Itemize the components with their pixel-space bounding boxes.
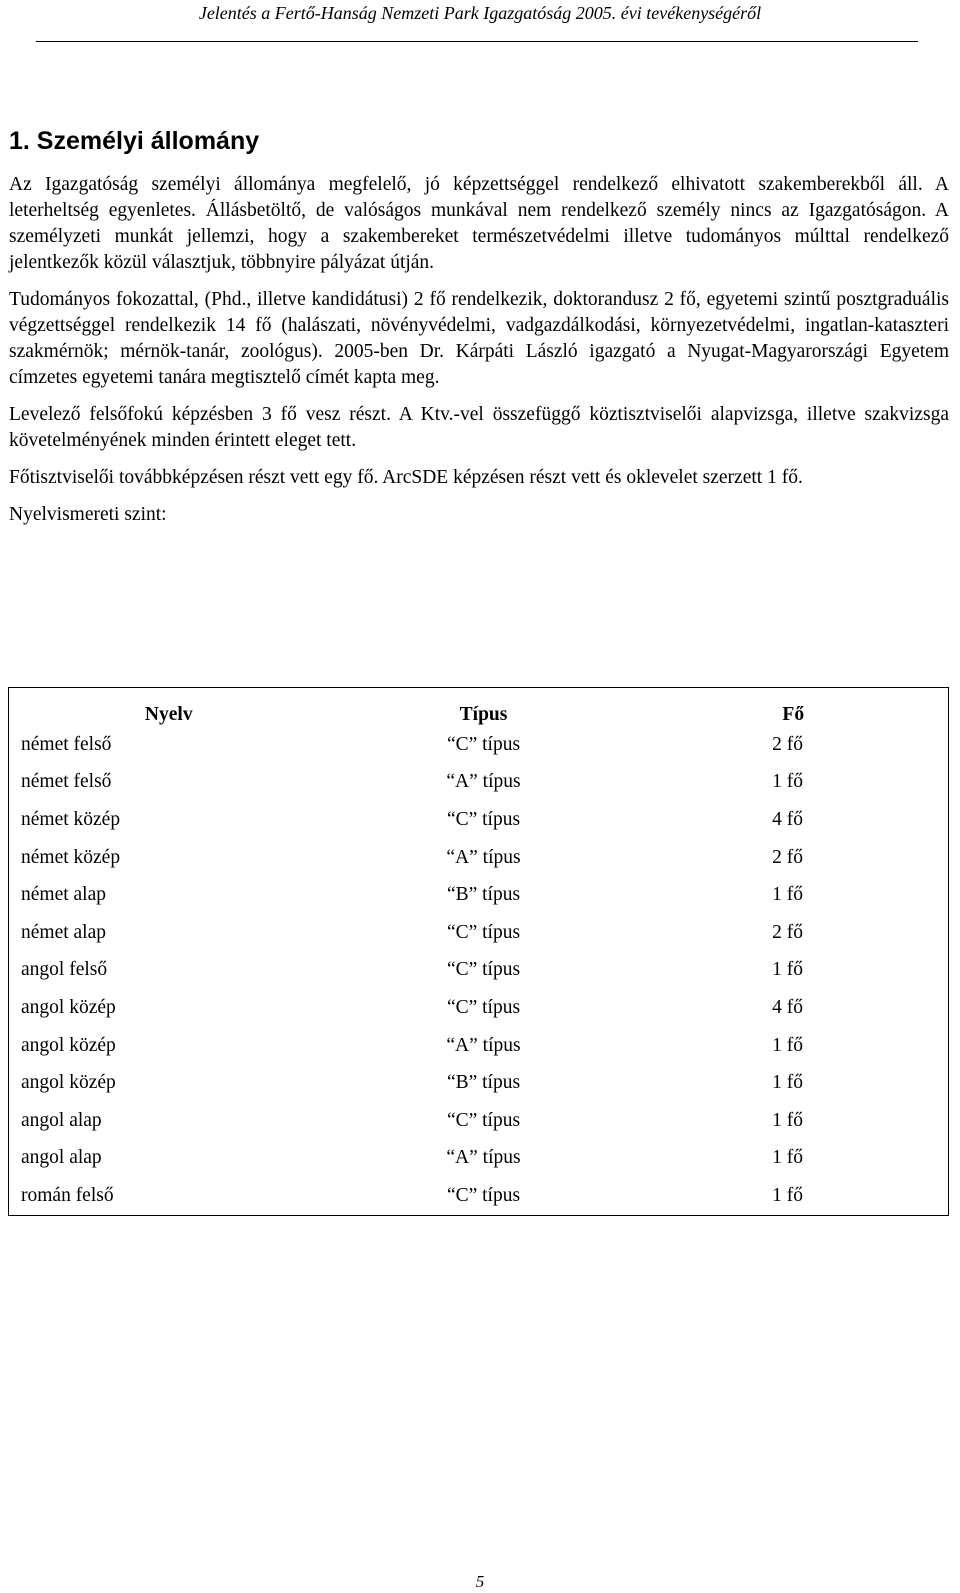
cell-type: “B” típus	[446, 1072, 521, 1094]
cell-language: angol felső	[21, 959, 108, 981]
cell-count: 4 fő	[772, 808, 803, 830]
table-row	[9, 1102, 949, 1140]
table-row	[9, 839, 949, 877]
cell-count: 1 fő	[772, 1184, 803, 1206]
section-title: 1. Személyi állomány	[9, 127, 260, 155]
cell-type: “A” típus	[446, 771, 521, 793]
cell-type: “C” típus	[446, 808, 521, 830]
column-header-type: Típus	[459, 704, 508, 725]
cell-type: “A” típus	[446, 1147, 521, 1169]
cell-language: angol közép	[21, 1034, 116, 1056]
cell-count: 1 fő	[772, 1034, 803, 1056]
page-number: 5	[475, 1572, 485, 1591]
header-divider	[36, 41, 918, 42]
cell-language: angol közép	[21, 996, 116, 1018]
paragraph-staff: Az Igazgatóság személyi állománya megfelelő, jó képzettséggel rendelkező elhivatott szakemberekből áll. A leterheltség egyenletes. Állásbetöltő, de valóságos munkával nem rendelkező személy nincs az Igazgatóságon. A személyzeti munkát jellemzi, hogy a szakembereket természetvédelmi illetve tudományos múlttal rendelkező jelentkezők közül választjuk, többnyire pályázat útján.	[9, 174, 949, 273]
cell-count: 1 fő	[772, 771, 803, 793]
table-row	[9, 1027, 949, 1065]
cell-language: német alap	[21, 921, 106, 943]
body-text	[9, 172, 949, 539]
table-header-row	[9, 688, 949, 727]
cell-language: német alap	[21, 884, 106, 906]
cell-count: 4 fő	[772, 996, 803, 1018]
cell-type: “C” típus	[446, 1184, 521, 1206]
table-row	[9, 801, 949, 839]
page-header: Jelentés a Fertő-Hanság Nemzeti Park Igazgatóság 2005. évi tevékenységéről	[198, 3, 762, 23]
cell-language: német felső	[21, 733, 112, 755]
cell-type: “C” típus	[446, 996, 521, 1018]
table-row	[9, 1140, 949, 1178]
table-row	[9, 764, 949, 802]
cell-count: 2 fő	[772, 921, 803, 943]
cell-type: “C” típus	[446, 733, 521, 755]
table-row	[9, 952, 949, 990]
table-row	[9, 726, 949, 764]
paragraph-qualifications: Tudományos fokozattal, (Phd., illetve kandidátusi) 2 fő rendelkezik, doktorandusz 2 fő, egyetemi szintű posztgraduális végzettséggel rendelkezik 14 fő (halászati, növényvédelmi, vadgazdálkodási, környezetvédelmi, ingatlan-kataszteri szakmérnök; mérnök-tanár, zoológus). 2005-ben Dr. Kárpáti László igazgató a Nyugat-Magyarországi Egyetem címzetes egyetemi tanára megtisztelő címét kapta meg.	[9, 289, 949, 388]
cell-language: német közép	[21, 846, 121, 868]
column-header-language: Nyelv	[144, 704, 193, 725]
cell-count: 2 fő	[772, 733, 803, 755]
cell-type: “C” típus	[446, 959, 521, 981]
language-level-table	[8, 687, 949, 1216]
cell-language: angol közép	[21, 1072, 116, 1094]
cell-language: angol alap	[21, 1147, 102, 1169]
cell-language: német közép	[21, 808, 121, 830]
paragraph-further-training: Főtisztviselői továbbképzésen részt vett egy fő. ArcSDE képzésen részt vett és oklevelet szerzett 1 fő.	[9, 467, 803, 488]
table-row	[9, 1177, 949, 1215]
cell-type: “C” típus	[446, 1109, 521, 1131]
cell-type: “B” típus	[446, 884, 521, 906]
cell-language: román felső	[21, 1184, 114, 1206]
table-row	[9, 914, 949, 952]
cell-count: 1 fő	[772, 1147, 803, 1169]
cell-type: “C” típus	[446, 921, 521, 943]
cell-type: “A” típus	[446, 1034, 521, 1056]
table-row	[9, 989, 949, 1027]
cell-count: 1 fő	[772, 1109, 803, 1131]
table-row	[9, 876, 949, 914]
cell-count: 2 fő	[772, 846, 803, 868]
cell-language: angol alap	[21, 1109, 102, 1131]
column-header-count: Fő	[782, 704, 805, 725]
cell-count: 1 fő	[772, 959, 803, 981]
cell-count: 1 fő	[772, 884, 803, 906]
table-row	[9, 1064, 949, 1102]
cell-type: “A” típus	[446, 846, 521, 868]
cell-count: 1 fő	[772, 1072, 803, 1094]
paragraph-training: Levelező felsőfokú képzésben 3 fő vesz részt. A Ktv.-vel összefüggő köztisztviselői alapvizsga, illetve szakvizsga követelményének minden érintett eleget tett.	[9, 404, 949, 451]
cell-language: német felső	[21, 771, 112, 793]
paragraph-language-intro: Nyelvismereti szint:	[9, 504, 167, 525]
